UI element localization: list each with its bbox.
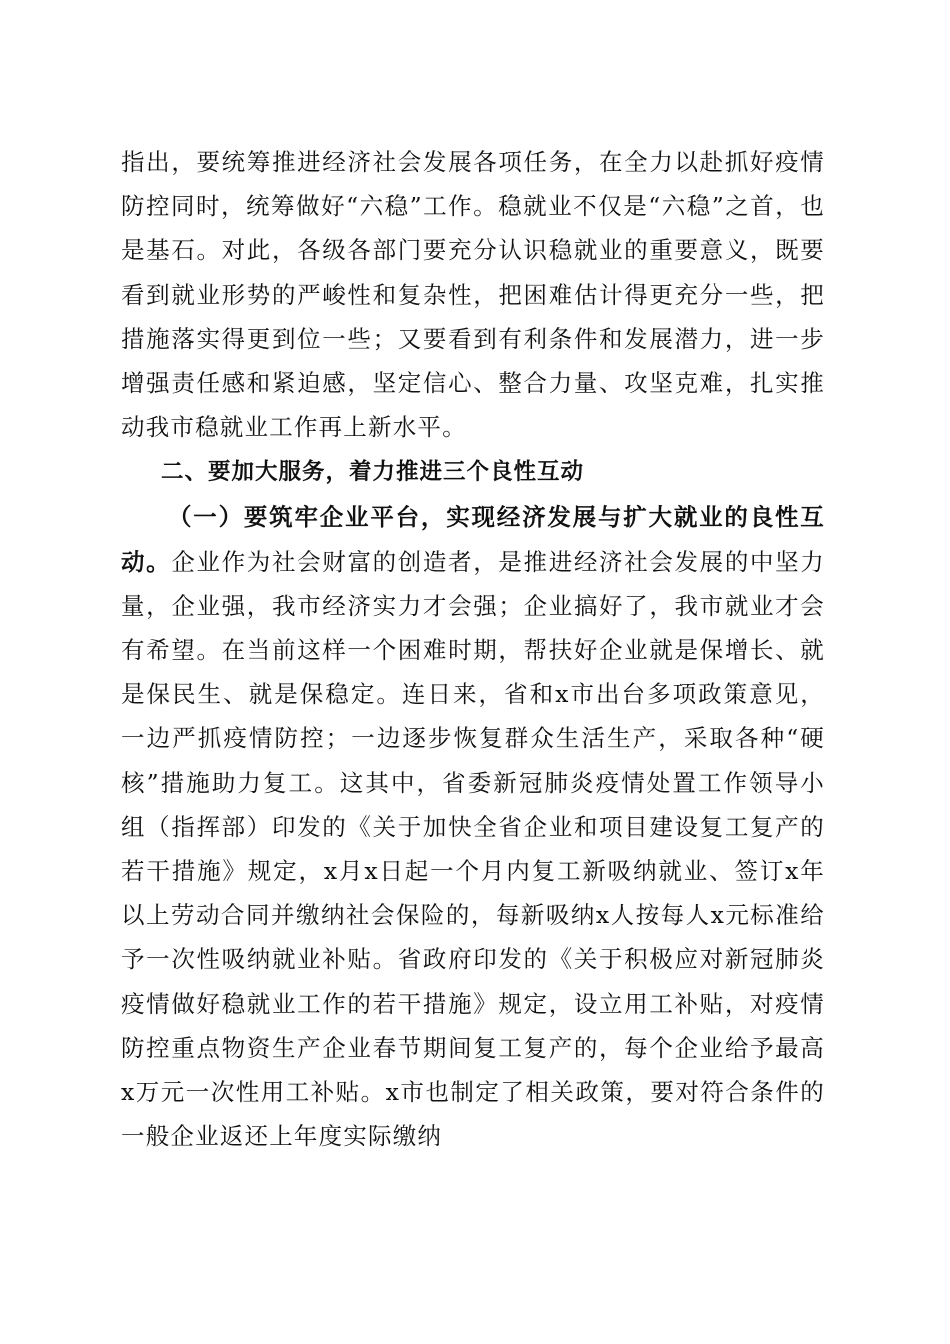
document-page [121, 140, 825, 1158]
subsection-body-1: 企业作为社会财富的创造者，是推进经济社会发展的中坚力量，企业强，我市经济实力才会强；企业搞好了，我市就业才会有希望。在当前这样一个困难时期，帮扶好企业就是保增长、就是保民生、就是保稳定。连日来，省和x市出台多项政策意见，一边严抓疫情防控；一边逐步恢复群众生活生产，采取各种“硬核”措施助力复工。这其中，省委新冠肺炎疫情处置工作领导小组（指挥部）印发的《关于加快全省企业和项目建设复工复产的若干措施》规定，x月x日起一个月内复工新吸纳就业、签订x年以上劳动合同并缴纳社会保险的，每新吸纳x人按每人x元标准给予一次性吸纳就业补贴。省政府印发的《关于积极应对新冠肺炎疫情做好稳就业工作的若干措施》规定，设立用工补贴，对疫情防控重点物资生产企业春节期间复工复产的，每个企业给予最高x万元一次性用工补贴。x市也制定了相关政策，要对符合条件的一般企业返还上年度实际缴纳 [121, 547, 826, 1151]
paragraph-section-1 [121, 495, 825, 1158]
subsection-title-1: （一）要筑牢企业平台，实现经济发展与扩大就业的良性互动。 [121, 503, 825, 576]
section-heading-2: 二、要加大服务，着力推进三个良性互动 [161, 459, 585, 486]
paragraph-intro: 指出，要统筹推进经济社会发展各项任务，在全力以赴抓好疫情防控同时，统筹做好“六稳”工作。稳就业不仅是“六稳”之首，也是基石。对此，各级各部门要充分认识稳就业的重要意义，既要看到就业形势的严峻性和复杂性，把困难估计得更充分一些，把措施落实得更到位一些；又要看到有利条件和发展潜力，进一步增强责任感和紧迫感，坚定信心、整合力量、攻坚克难，扎实推动我市稳就业工作再上新水平。 [121, 148, 825, 442]
